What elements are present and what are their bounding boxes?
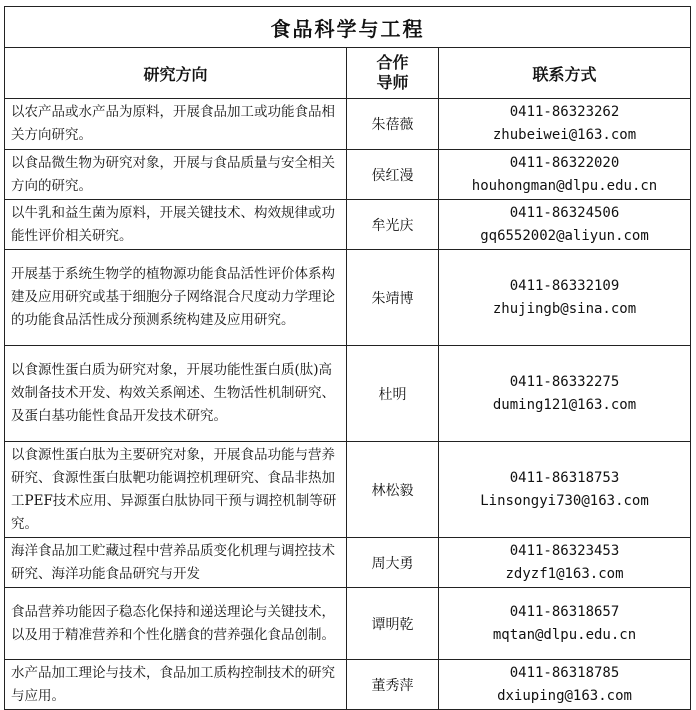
phone-text: 0411-86318785 xyxy=(509,664,620,681)
email-link[interactable]: zhujingb@sina.com xyxy=(492,300,637,317)
email-link[interactable]: gq6552002@aliyun.com xyxy=(480,227,649,244)
email-link[interactable]: zdyzf1@163.com xyxy=(505,565,624,582)
direction-cell: 以食源性蛋白肽为主要研究对象，开展食品功能与营养研究、食源性蛋白肽靶功能调控机理研究、食品非热加工PEF技术应用、异源蛋白肽协同干预与调控机制等研究。 xyxy=(5,442,347,538)
contact-cell xyxy=(439,200,691,250)
direction-cell: 以牛乳和益生菌为原料，开展关键技术、构效规律或功能性评价相关研究。 xyxy=(5,200,347,250)
header-mentor xyxy=(347,48,439,99)
contact-cell xyxy=(439,250,691,346)
header-direction: 研究方向 xyxy=(5,48,347,99)
phone-text: 0411-86332109 xyxy=(509,277,620,294)
direction-cell: 以食源性蛋白质为研究对象，开展功能性蛋白质(肽)高效制备技术开发、构效关系阐述、生物活性机制研究、及蛋白基功能性食品开发技术研究。 xyxy=(5,346,347,442)
direction-cell: 开展基于系统生物学的植物源功能食品活性评价体系构建及应用研究或基于细胞分子网络混合尺度动力学理论的功能食品活性成分预测系统构建及应用研究。 xyxy=(5,250,347,346)
contact-cell xyxy=(439,442,691,538)
table-title: 食品科学与工程 xyxy=(5,7,691,48)
email-link[interactable]: zhubeiwei@163.com xyxy=(492,127,637,143)
table-row xyxy=(5,660,691,710)
table-row xyxy=(5,200,691,250)
phone-text: 0411-86318657 xyxy=(509,603,620,620)
table-row xyxy=(5,346,691,442)
contact-cell xyxy=(439,660,691,710)
mentor-table xyxy=(4,6,691,710)
header-row xyxy=(5,48,691,99)
email-link[interactable]: duming121@163.com xyxy=(492,396,637,413)
phone-text: 0411-86322020 xyxy=(509,154,620,171)
email-link[interactable]: dxiuping@163.com xyxy=(497,687,632,704)
direction-cell: 以食品微生物为研究对象，开展与食品质量与安全相关方向的研究。 xyxy=(5,150,347,200)
phone-text: 0411-86324506 xyxy=(509,204,620,221)
table-row xyxy=(5,538,691,588)
mentor-cell: 朱蓓薇 xyxy=(347,99,439,150)
table-row xyxy=(5,442,691,538)
phone-text: 0411-86332275 xyxy=(509,373,620,390)
header-mentor-line2: 导师 xyxy=(376,73,409,92)
contact-cell xyxy=(439,99,691,150)
contact-cell xyxy=(439,588,691,660)
header-mentor-line1: 合作 xyxy=(376,53,409,72)
phone-text: 0411-86323262 xyxy=(509,104,620,120)
table-row xyxy=(5,99,691,150)
direction-cell: 水产品加工理论与技术，食品加工质构控制技术的研究与应用。 xyxy=(5,660,347,710)
email-link[interactable]: houhongman@dlpu.edu.cn xyxy=(471,177,658,194)
mentor-cell: 周大勇 xyxy=(347,538,439,588)
direction-cell: 以农产品或水产品为原料，开展食品加工或功能食品相关方向研究。 xyxy=(5,99,347,150)
mentor-cell: 朱靖博 xyxy=(347,250,439,346)
direction-cell: 食品营养功能因子稳态化保持和递送理论与关键技术，以及用于精准营养和个性化膳食的营养强化食品创制。 xyxy=(5,588,347,660)
contact-cell xyxy=(439,150,691,200)
table-row xyxy=(5,150,691,200)
table-row xyxy=(5,250,691,346)
contact-cell xyxy=(439,538,691,588)
header-contact: 联系方式 xyxy=(439,48,691,99)
email-link[interactable]: mqtan@dlpu.edu.cn xyxy=(492,626,637,643)
mentor-cell: 董秀萍 xyxy=(347,660,439,710)
table-row xyxy=(5,588,691,660)
contact-cell xyxy=(439,346,691,442)
mentor-cell: 牟光庆 xyxy=(347,200,439,250)
email-link[interactable]: Linsongyi730@163.com xyxy=(480,492,649,509)
phone-text: 0411-86323453 xyxy=(509,542,620,559)
mentor-cell: 杜明 xyxy=(347,346,439,442)
mentor-cell: 林松毅 xyxy=(347,442,439,538)
mentor-cell: 谭明乾 xyxy=(347,588,439,660)
mentor-cell: 侯红漫 xyxy=(347,150,439,200)
direction-cell: 海洋食品加工贮藏过程中营养品质变化机理与调控技术研究、海洋功能食品研究与开发 xyxy=(5,538,347,588)
phone-text: 0411-86318753 xyxy=(509,469,620,486)
